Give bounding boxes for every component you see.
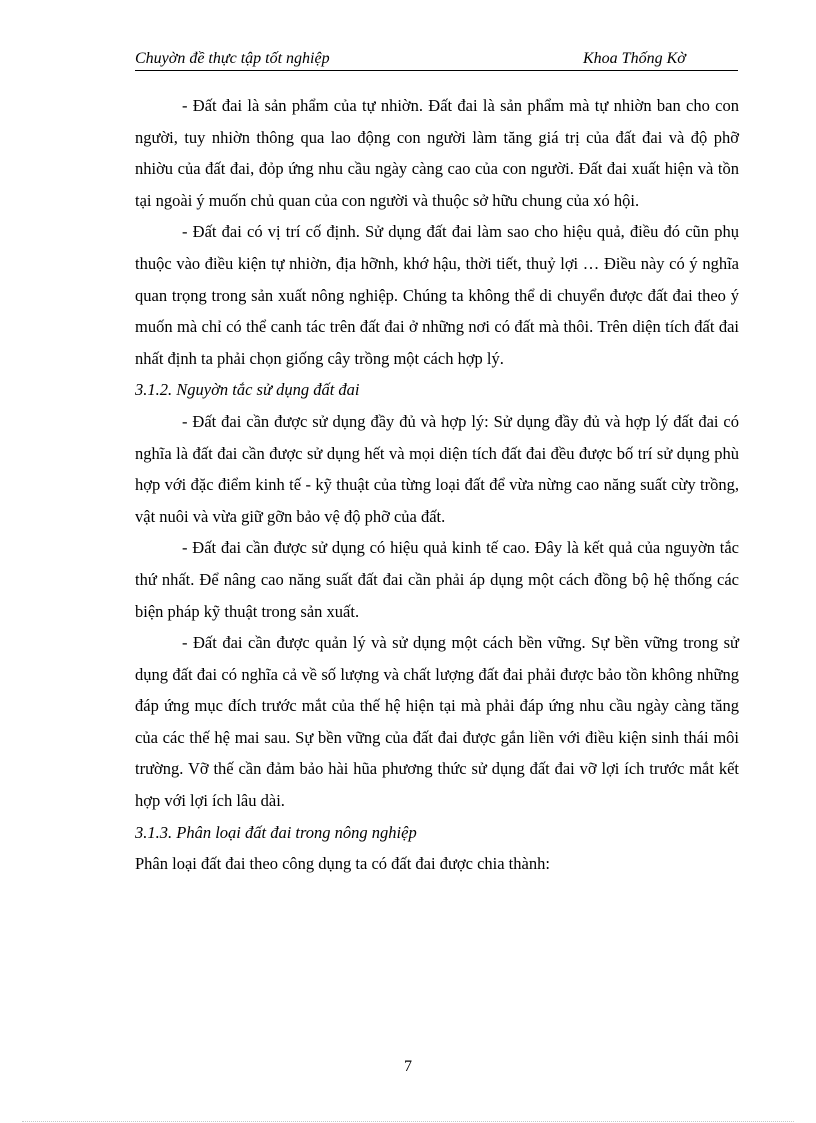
page-bottom-border: [22, 1121, 794, 1122]
paragraph-land-natural-product: - Đất đai là sản phẩm của tự nhiờn. Đất đai là sản phẩm mà tự nhiờn ban cho con người, tuy nhiờn thông qua lao động con người làm tăng giá trị của đất đai và độ phỡ nhiờu của đất đai, đỏp ứng nhu cầu ngày càng cao của con người. Đất đai xuất hiện và tồn tại ngoài ý muốn chủ quan của con người và thuộc sở hữu chung của xó hội.: [135, 96, 739, 210]
document-body: [135, 90, 739, 880]
paragraph-land-fixed-location: - Đất đai có vị trí cố định. Sử dụng đất đai làm sao cho hiệu quả, điều đó cũn phụ thuộc vào điều kiện tự nhiờn, địa hỡnh, khớ hậu, thời tiết, thuỷ lợi … Điều này có ý nghĩa quan trọng trong sản xuất nông nghiệp. Chúng ta không thể di chuyển được đất đai theo ý muốn mà chỉ có thể canh tác trên đất đai ở những nơi có đất mà thôi. Trên diện tích đất đai nhất định ta phải chọn giống cây trồng một cách hợp lý.: [135, 222, 739, 368]
section-heading-land-use-principles: 3.1.2. Nguyờn tắc sử dụng đất đai: [135, 380, 360, 400]
paragraph-sustainable-use: - Đất đai cần được quản lý và sử dụng một cách bền vững. Sự bền vững trong sử dụng đất đai có nghĩa cả về số lượng và chất lượng đất đai phải được bảo tồn không những đáp ứng mục đích trước mắt của thế hệ hiện tại mà phải đáp ứng nhu cầu ngày càng tăng của các thế hệ mai sau. Sự bền vững của đất đai được gắn liền với điều kiện sinh thái môi trường. Vỡ thế cần đảm bảo hài hũa phương thức sử dụng đất đai vỡ lợi ích trước mắt kết hợp với lợi ích lâu dài.: [135, 633, 739, 811]
header-report-title: Chuyờn đề thực tập tốt nghiệp: [135, 50, 330, 67]
header-faculty: Khoa Thống Kờ: [583, 50, 686, 67]
paragraph-full-reasonable-use: - Đất đai cần được sử dụng đầy đủ và hợp lý: Sử dụng đầy đủ và hợp lý đất đai có nghĩa là đất đai cần được sử dụng hết và mọi diện tích đất đai đều được bố trí sử dụng phù hợp với đặc điểm kinh tế - kỹ thuật của từng loại đất để vừa nừng cao năng suất cừy trồng, vật nuôi và vừa giữ gỡn bảo vệ độ phỡ của đất.: [135, 411, 739, 526]
page-header: [135, 48, 738, 71]
paragraph-economic-efficiency: - Đất đai cần được sử dụng có hiệu quả kinh tế cao. Đây là kết quả của nguyờn tắc thứ nhất. Để nâng cao năng suất đất đai cần phải áp dụng một cách đồng bộ hệ thống các biện pháp kỹ thuật trong sản xuất.: [135, 538, 739, 621]
section-heading-land-classification: 3.1.3. Phân loại đất đai trong nông nghiệp: [135, 822, 417, 842]
paragraph-classification-intro: Phân loại đất đai theo công dụng ta có đất đai được chia thành:: [135, 854, 550, 874]
page-number: 7: [404, 1058, 412, 1075]
